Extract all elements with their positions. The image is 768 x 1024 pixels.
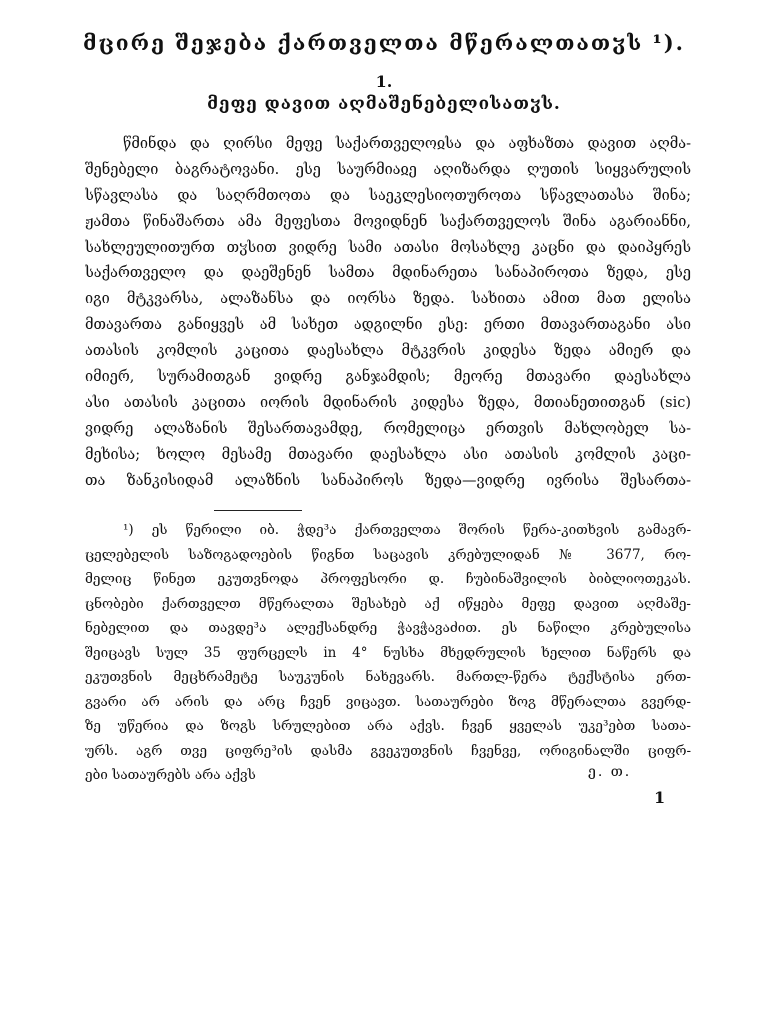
footnote-separator bbox=[214, 510, 302, 511]
section-heading: მეფე დავით აღმაშენებელისათჳს. bbox=[207, 94, 561, 114]
footnote-line: ცელებელის საზოგადოების წიგნთ საცავის კრებულიდან № 3677, რო- bbox=[85, 546, 691, 563]
footnote-line: შეიცავს სულ 35 ფურცელს in 4° ნუსხა მხედრულის ხელით ნაწერს და bbox=[85, 644, 691, 661]
footnote-line: ¹) ეს წერილი იბ. ჭდე³ა ქართველთა შორის წერა-კითხვის გამავრ- bbox=[123, 522, 691, 538]
body-line: სახლეულითურთ თჳსით ვიდრე სამი ათასი მოსახლე კაცნი და დაიპყრეს bbox=[85, 239, 691, 256]
footnote-line: ურს. აგრ თვე ციფრე³ის დასმა გვეკუთვნის ჩვენვე, ორიგინალში ციფრ- bbox=[85, 742, 691, 759]
section-number: 1. bbox=[375, 72, 393, 91]
page-number: 1 bbox=[654, 788, 666, 807]
footnote-line: ცნობები ქართველთ მწერალთა შესახებ აქ იწყება მეფე დავით აღმაშე- bbox=[85, 595, 691, 612]
footnote bbox=[85, 518, 691, 788]
body-line: მთავართა განიყვეს ამ სახეთ ადგილნი ესე: ერთი მთავართაგანი ასი bbox=[85, 317, 691, 334]
body-line: ათასის კომლის კაცითა დაესახლა მტკვრის კიდესა ზედა ამიერ და bbox=[85, 343, 691, 360]
footnote-line: ნებელით და თავდე³ა ალექსანდრე ჭავჭავაძით. ეს ნაწილი კრებულისა bbox=[85, 620, 691, 636]
body-line: მეხისა; ხოლო მესამე მთავარი დაესახლა ასი ათასის კომლის კაცი- bbox=[85, 446, 691, 463]
footnote-line: გვარი არ არის და არც ჩვენ ვიცავთ. სათაურები ზოგ მწერალთა გვერდ- bbox=[85, 693, 691, 710]
body-line: ჟამთა წინაშართა ამა მეფესთა მოვიდნენ საქართველოს შინა აგარიანნი, bbox=[85, 213, 691, 230]
body-line: თა ზანკისიდამ ალაზნის სანაპიროს ზედა—ვიდრე ივრისა შესართა- bbox=[85, 472, 691, 489]
body-text bbox=[85, 132, 691, 494]
body-line: იმიერ, სურამითგან ვიდრე განჯამდის; მეორე მთავარი დაესახლა bbox=[85, 369, 691, 386]
body-line: იგი მტკვარსა, ალაზანსა და იორსა ზედა. სახითა ამით მათ ელისა bbox=[85, 291, 691, 308]
footnote-line: მელიც წინეთ ეკუთვნოდა პროფესორი დ. ჩუბინაშვილის ბიბლიოთეკას. bbox=[85, 571, 691, 587]
footnote-line: ეკუთვნის მეცხრამეტე საუკუნის ნახევარს. მართლ-წერა ტექსტისა ერთ- bbox=[85, 669, 691, 685]
signature-initials: ე. თ. bbox=[588, 764, 632, 780]
body-line: ვიდრე ალაზანის შესართავამდე, რომელიცა ერთვის მახლობელ სა- bbox=[85, 420, 691, 437]
body-line: სწავლასა და საღრმთოთა და საეკლესიოთუროთა სწავლათასა შინა; bbox=[85, 187, 691, 204]
body-line: წმინდა და ღირსი მეფე საქართველოჲსა და აფხაზთა დავით აღმა- bbox=[123, 136, 691, 152]
body-line: ასი ათასის კაცითა იორის მდინარის კიდესა ზედა, მთიანეთითგან (sic) bbox=[85, 394, 691, 411]
footnote-line: ზე უწერია და ზოგს სრულებით არა აქვს. ჩვენ ყველას უკე³ებთ სათა- bbox=[85, 718, 691, 734]
body-line: შენებელი ბაგრატოვანი. ესე საურმიაჲე აღიზარდა ღუთის სიყვარულის bbox=[85, 161, 691, 178]
page-title: მცირე შეჯება ქართველთა მწერალთათჳს ¹). bbox=[83, 30, 685, 55]
footnote-line: ები სათაურებს არა აქვს bbox=[85, 767, 256, 783]
body-line: საქართველო და დაეშენენ სამთა მდინარეთა სანაპიროთა ზედა, ესე bbox=[85, 265, 691, 282]
